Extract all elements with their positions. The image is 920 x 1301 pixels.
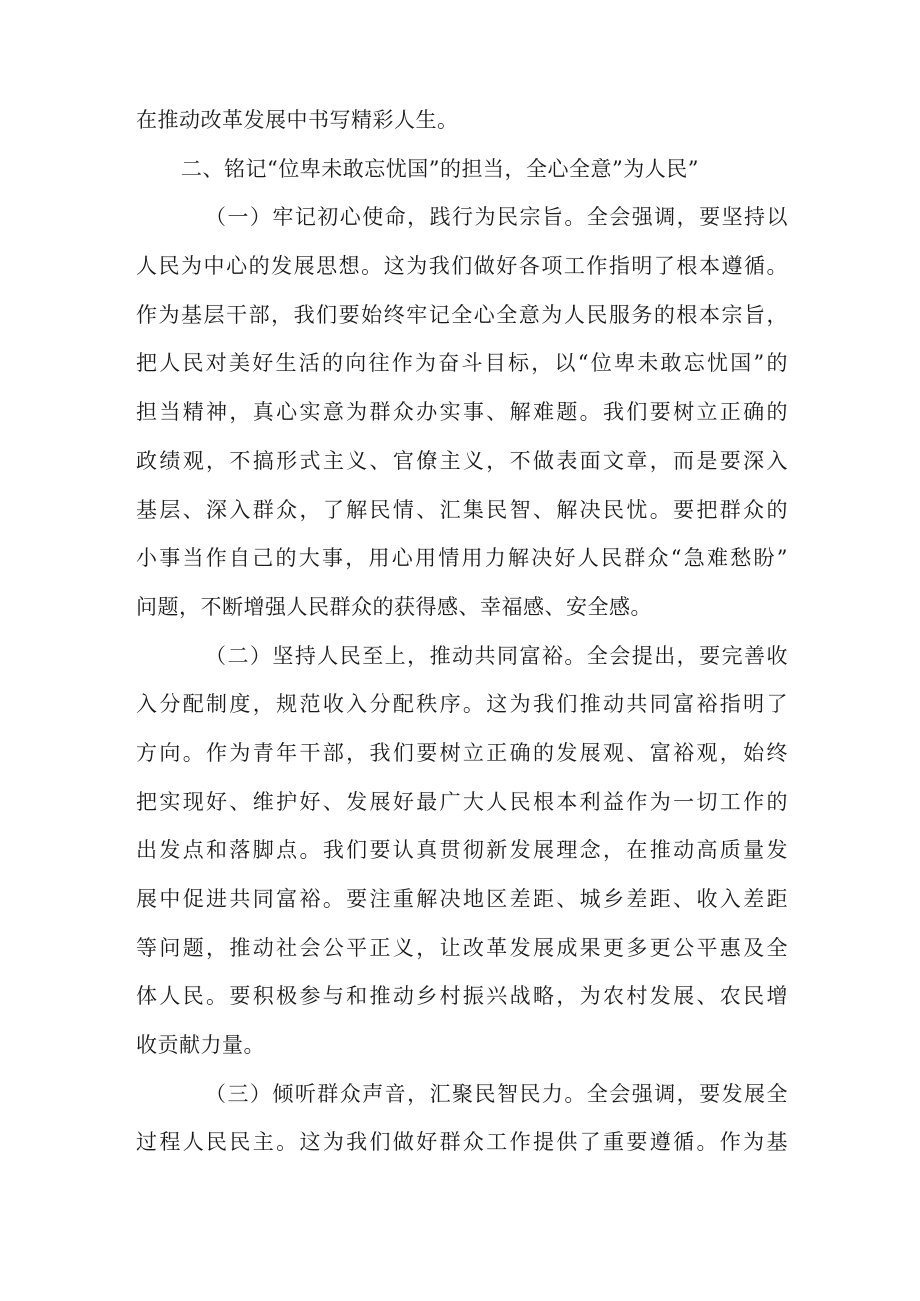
text-line: 担当精神，真心实意为群众办实事、解难题。我们要树立正确的 xyxy=(136,400,788,425)
text-line: 把人民对美好生活的向往作为奋斗目标，以“位卑未敢忘忧国”的 xyxy=(136,351,788,376)
text-line: 方向。作为青年干部，我们要树立正确的发展观、富裕观，始终 xyxy=(136,740,788,765)
paragraph-1-start: （一）牢记初心使命，践行为民宗旨。全会强调，要坚持以 xyxy=(205,205,788,230)
text-line: 问题，不断增强人民群众的获得感、幸福感、安全感。 xyxy=(136,594,652,619)
text-line: 作为基层干部，我们要始终牢记全心全意为人民服务的根本宗旨， xyxy=(136,302,788,327)
text-line: 等问题，推动社会公平正义，让改革发展成果更多更公平惠及全 xyxy=(136,935,788,960)
text-line: 小事当作自己的大事，用心用情用力解决好人民群众“急难愁盼” xyxy=(136,546,788,571)
text-line: 政绩观，不搞形式主义、官僚主义，不做表面文章，而是要深入 xyxy=(136,448,788,473)
text-line: 收贡献力量。 xyxy=(136,1033,265,1058)
text-line: 基层、深入群众，了解民情、汇集民智、解决民忧。要把群众的 xyxy=(136,497,788,522)
text-line: 出发点和落脚点。我们要认真贯彻新发展理念，在推动高质量发 xyxy=(136,838,788,863)
text-line: 展中促进共同富裕。要注重解决地区差距、城乡差距、收入差距 xyxy=(136,887,788,911)
text-line: 把实现好、维护好、发展好最广大人民根本利益作为一切工作的 xyxy=(136,789,788,814)
text-line: 体人民。要积极参与和推动乡村振兴战略，为农村发展、农民增 xyxy=(136,984,788,1009)
paragraph-2-start: （二）坚持人民至上，推动共同富裕。全会提出，要完善收 xyxy=(205,643,788,668)
document-page xyxy=(136,96,788,1167)
section-heading: 二、铭记“位卑未敢忘忧国”的担当，全心全意”为人民” xyxy=(181,156,699,181)
text-line: 过程人民民主。这为我们做好群众工作提供了重要遵循。作为基 xyxy=(136,1130,788,1155)
paragraph-3-start: （三）倾听群众声音，汇聚民智民力。全会强调，要发展全 xyxy=(205,1081,788,1106)
text-line: 在推动改革发展中书写精彩人生。 xyxy=(136,108,459,132)
text-line: 入分配制度，规范收入分配秩序。这为我们推动共同富裕指明了 xyxy=(136,692,788,717)
text-line: 人民为中心的发展思想。这为我们做好各项工作指明了根本遵循。 xyxy=(136,254,788,279)
